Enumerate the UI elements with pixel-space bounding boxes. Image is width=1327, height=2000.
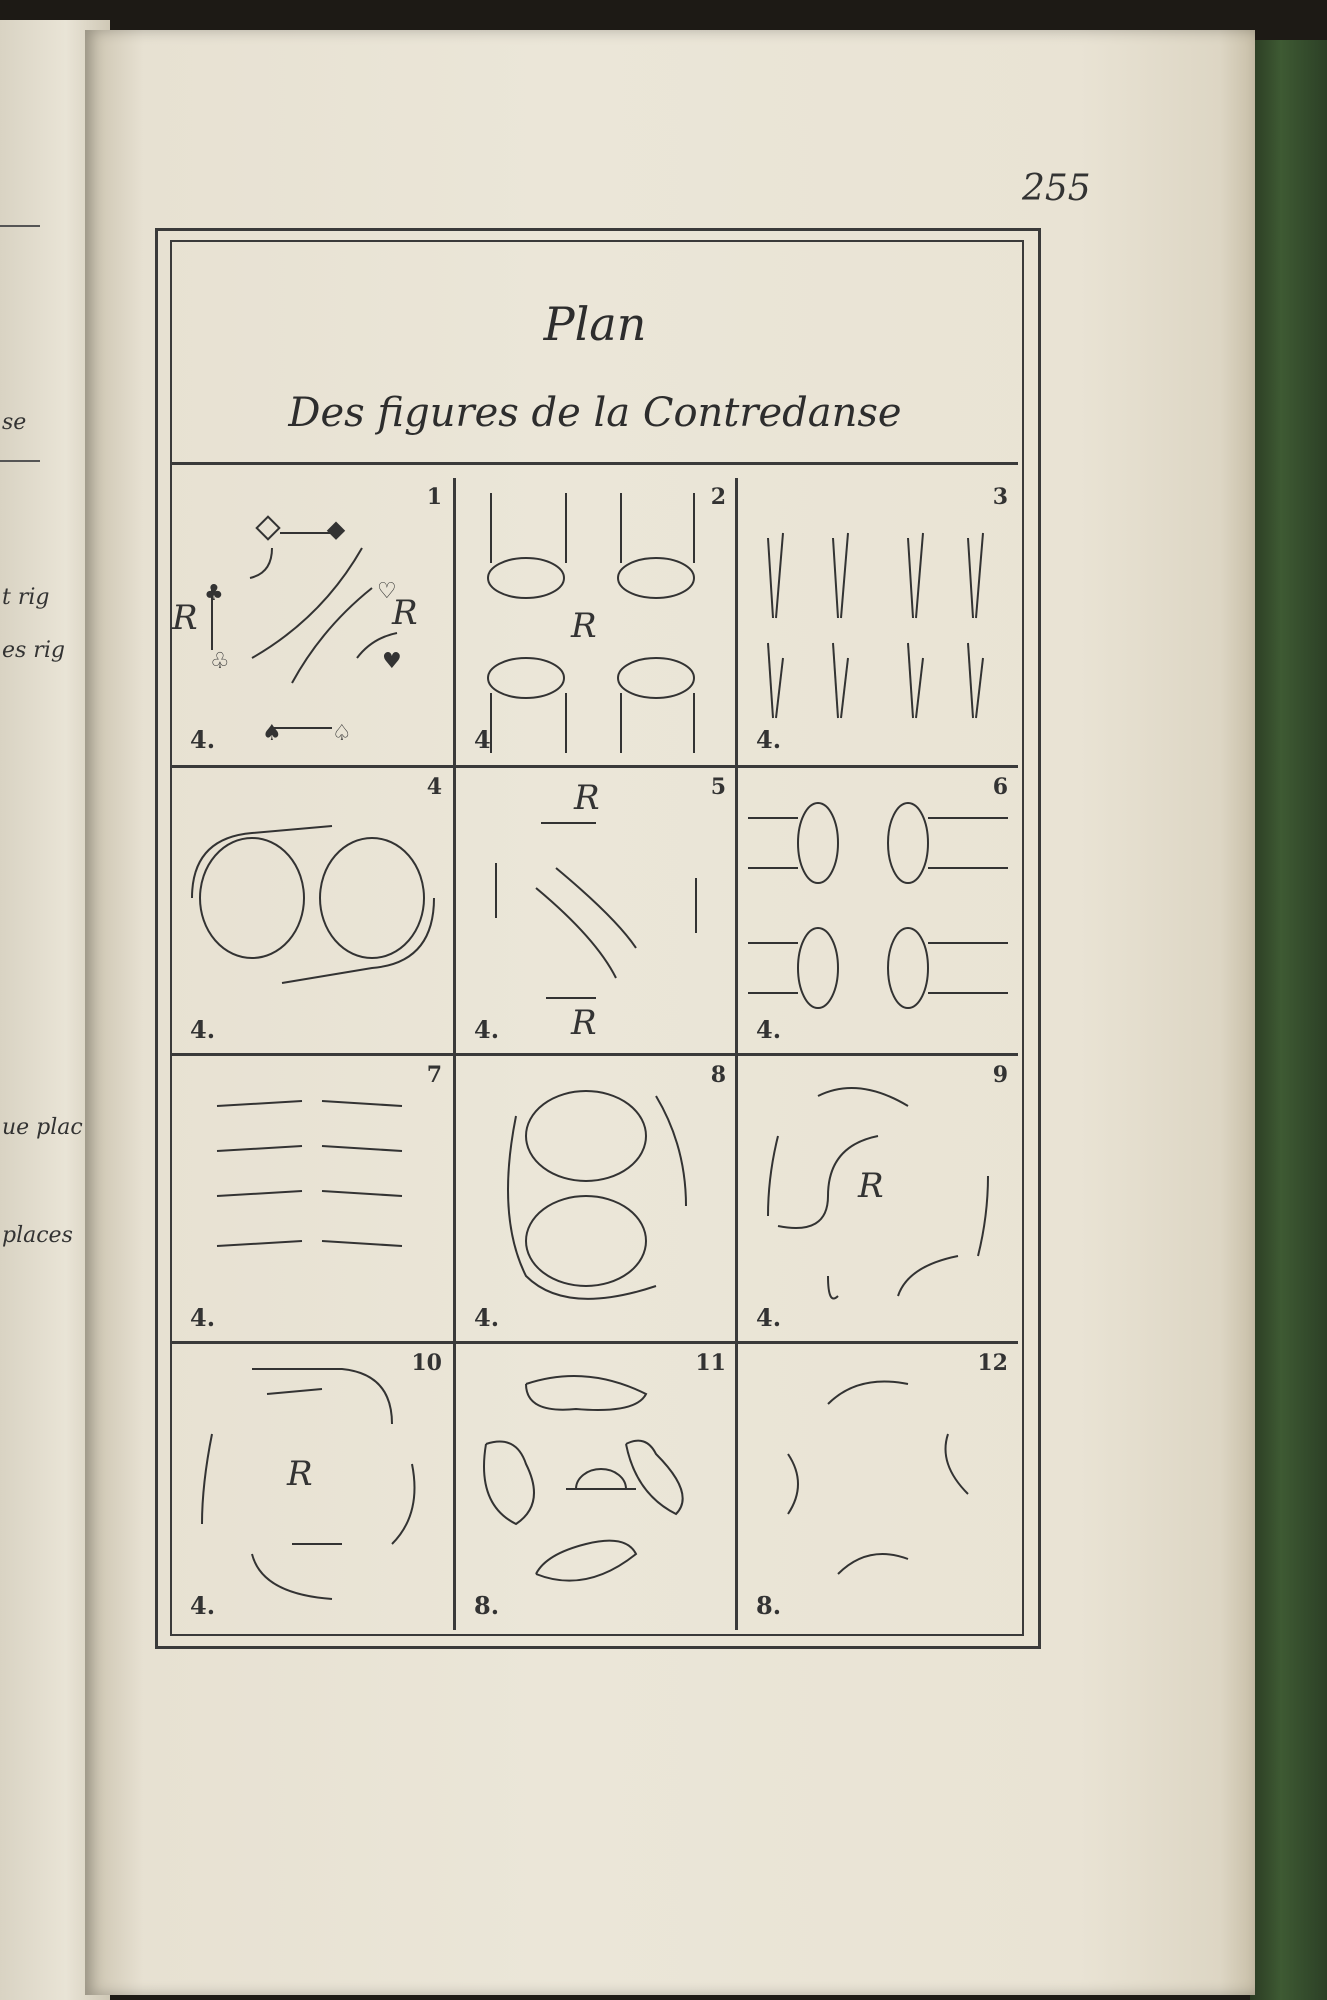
figure-count: 4. <box>756 725 782 754</box>
figure-cell-1 <box>172 478 454 766</box>
figure-cell-12 <box>738 1344 1020 1632</box>
figure-count: 4 <box>474 725 491 754</box>
facing-page-rule <box>0 225 40 227</box>
dance-diagram-6 <box>738 768 1020 1056</box>
figure-count: 8. <box>474 1591 500 1620</box>
figure-mark: R <box>858 1166 884 1206</box>
facing-page-fragment: se <box>2 410 27 435</box>
figure-cell-11 <box>456 1344 738 1632</box>
figure-number: 10 <box>411 1350 442 1376</box>
plate-subtitle: Des figures de la Contredanse <box>288 390 902 436</box>
svg-text:♤: ♤ <box>332 721 352 746</box>
dance-diagram-7 <box>172 1056 454 1344</box>
figure-count: 4. <box>190 1591 216 1620</box>
figure-number: 5 <box>710 774 726 800</box>
svg-text:♥: ♥ <box>382 649 402 674</box>
figure-mark: R <box>571 606 597 646</box>
figure-number: 6 <box>992 774 1008 800</box>
figure-cell-8 <box>456 1056 738 1344</box>
figure-count: 4. <box>474 1015 500 1044</box>
title-box <box>172 242 1018 465</box>
dance-diagram-2 <box>456 478 738 766</box>
figure-count: 8. <box>756 1591 782 1620</box>
figure-number: 9 <box>992 1062 1008 1088</box>
figure-number: 3 <box>992 484 1008 510</box>
figures-grid <box>172 478 1018 1630</box>
facing-page-rule <box>0 460 40 462</box>
figure-number: 1 <box>426 484 442 510</box>
svg-text:♡: ♡ <box>377 579 397 604</box>
facing-page-fragment: t rig <box>2 585 50 610</box>
svg-text:♠: ♠ <box>262 721 282 746</box>
figure-cell-5 <box>456 768 738 1056</box>
figure-number: 4 <box>426 774 442 800</box>
figure-number: 7 <box>426 1062 442 1088</box>
figure-cell-4 <box>172 768 454 1056</box>
facing-page-fragment: es rig <box>2 638 65 663</box>
dance-diagram-8 <box>456 1056 738 1344</box>
figure-mark: R <box>172 598 198 638</box>
figure-mark: R <box>571 1003 597 1043</box>
figure-count: 4. <box>190 1015 216 1044</box>
figure-cell-9 <box>738 1056 1020 1344</box>
figure-count: 4. <box>190 725 216 754</box>
facing-page-fragment: places <box>2 1223 73 1248</box>
figure-count: 4. <box>756 1303 782 1332</box>
book-cover-edge <box>1250 40 1327 2000</box>
svg-text:♧: ♧ <box>210 649 230 674</box>
figure-cell-10 <box>172 1344 454 1632</box>
figure-number: 12 <box>977 1350 1008 1376</box>
figure-cell-7 <box>172 1056 454 1344</box>
dance-diagram-3 <box>738 478 1020 766</box>
dance-diagram-12 <box>738 1344 1020 1632</box>
figure-number: 8 <box>710 1062 726 1088</box>
figure-mark: R <box>392 593 418 633</box>
figure-cell-6 <box>738 768 1020 1056</box>
figure-mark: R <box>574 778 600 818</box>
figure-count: 4. <box>190 1303 216 1332</box>
facing-page-fragment: ue plac <box>2 1115 83 1140</box>
figure-mark: R <box>287 1454 313 1494</box>
figure-count: 4. <box>474 1303 500 1332</box>
dance-diagram-10 <box>172 1344 454 1632</box>
dance-diagram-11 <box>456 1344 738 1632</box>
figure-count: 4. <box>756 1015 782 1044</box>
plate-title: Plan <box>543 297 647 351</box>
figure-cell-3 <box>738 478 1020 766</box>
svg-text:♣: ♣ <box>204 581 224 606</box>
figure-number: 2 <box>710 484 726 510</box>
page-number: 255 <box>1022 168 1091 209</box>
figure-cell-2 <box>456 478 738 766</box>
dance-diagram-4 <box>172 768 454 1056</box>
figure-number: 11 <box>695 1350 726 1376</box>
